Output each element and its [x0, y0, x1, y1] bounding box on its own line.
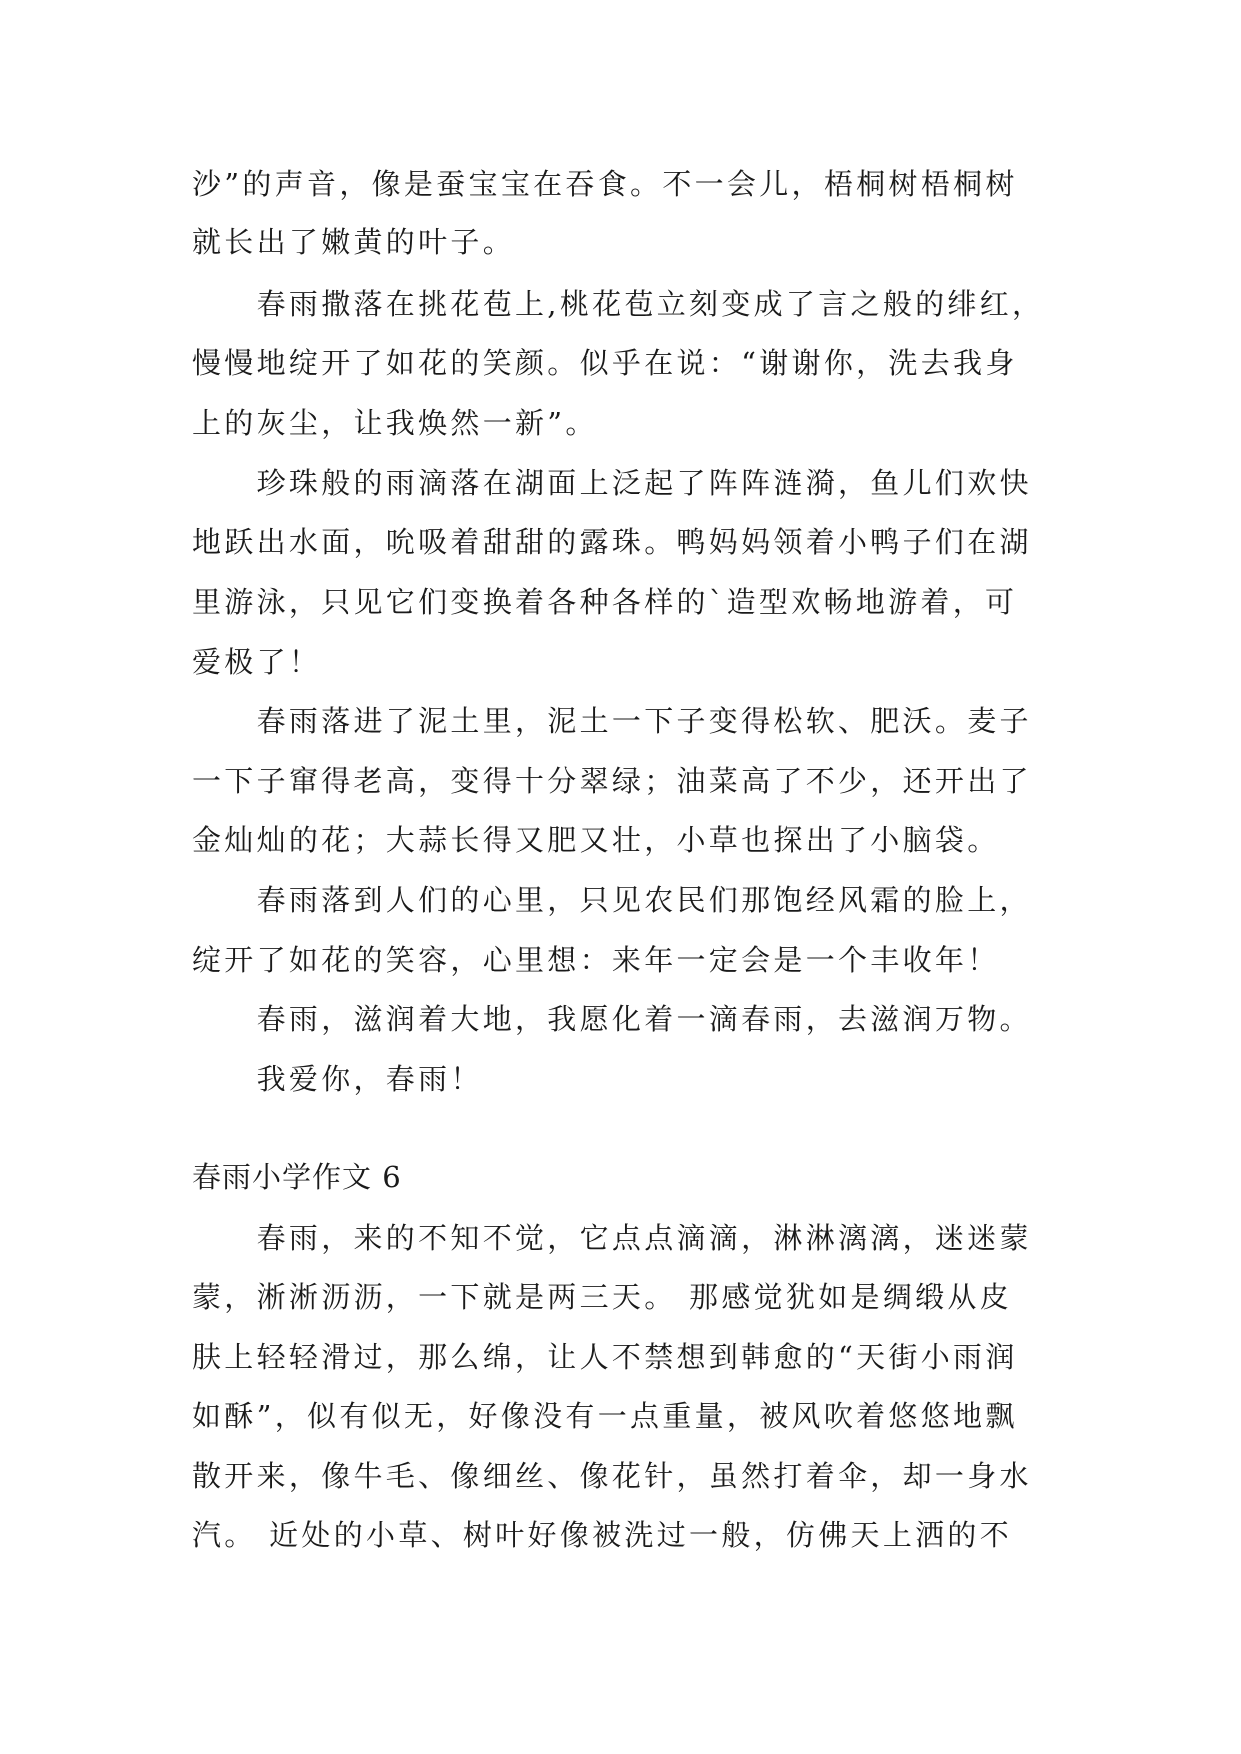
text-line: 散开来，像牛毛、像细丝、像花针，虽然打着伞，却一身水	[192, 1459, 1032, 1493]
text-line: 汽。 近处的小草、树叶好像被洗过一般，仿佛天上洒的不	[192, 1518, 1013, 1552]
text-line: 春雨，滋润着大地，我愿化着一滴春雨，去滋润万物。	[192, 1002, 1032, 1036]
text-line: 如酥”，似有似无，好像没有一点重量，被风吹着悠悠地飘	[192, 1399, 1018, 1433]
text-line: 春雨落进了泥土里，泥土一下子变得松软、肥沃。麦子	[192, 704, 1032, 738]
text-line: 地跃出水面，吮吸着甜甜的露珠。鸭妈妈领着小鸭子们在湖	[192, 525, 1032, 559]
text-line: 春雨，来的不知不觉，它点点滴滴，淋淋漓漓，迷迷蒙	[192, 1221, 1032, 1255]
text-line: 我爱你，春雨！	[192, 1062, 483, 1096]
text-line: 蒙，淅淅沥沥，一下就是两三天。 那感觉犹如是绸缎从皮	[192, 1280, 1013, 1314]
text-line: 春雨撒落在挑花苞上,桃花苞立刻变成了言之般的绯红，	[192, 287, 1045, 321]
text-line: 爱极了！	[192, 645, 322, 679]
text-line: 慢慢地绽开了如花的笑颜。似乎在说：“谢谢你，洗去我身	[192, 346, 1018, 380]
section-title: 春雨小学作文 6	[192, 1160, 402, 1194]
text-line: 绽开了如花的笑容，心里想：来年一定会是一个丰收年！	[192, 943, 1000, 977]
text-line: 一下子窜得老高，变得十分翠绿；油菜高了不少，还开出了	[192, 764, 1032, 798]
text-line: 里游泳，只见它们变换着各种各样的`造型欢畅地游着，可	[192, 585, 1018, 619]
text-line: 金灿灿的花；大蒜长得又肥又壮，小草也探出了小脑袋。	[192, 823, 1000, 857]
text-line: 珍珠般的雨滴落在湖面上泛起了阵阵涟漪，鱼儿们欢快	[192, 466, 1032, 500]
text-line: 沙”的声音，像是蚕宝宝在吞食。不一会儿，梧桐树梧桐树	[192, 167, 1018, 201]
text-line: 肤上轻轻滑过，那么绵，让人不禁想到韩愈的“天街小雨润	[192, 1340, 1018, 1374]
text-line: 就长出了嫩黄的叶子。	[192, 225, 516, 259]
text-line: 春雨落到人们的心里，只见农民们那饱经风霜的脸上，	[192, 883, 1032, 917]
text-line: 上的灰尘，让我焕然一新”。	[192, 406, 598, 440]
